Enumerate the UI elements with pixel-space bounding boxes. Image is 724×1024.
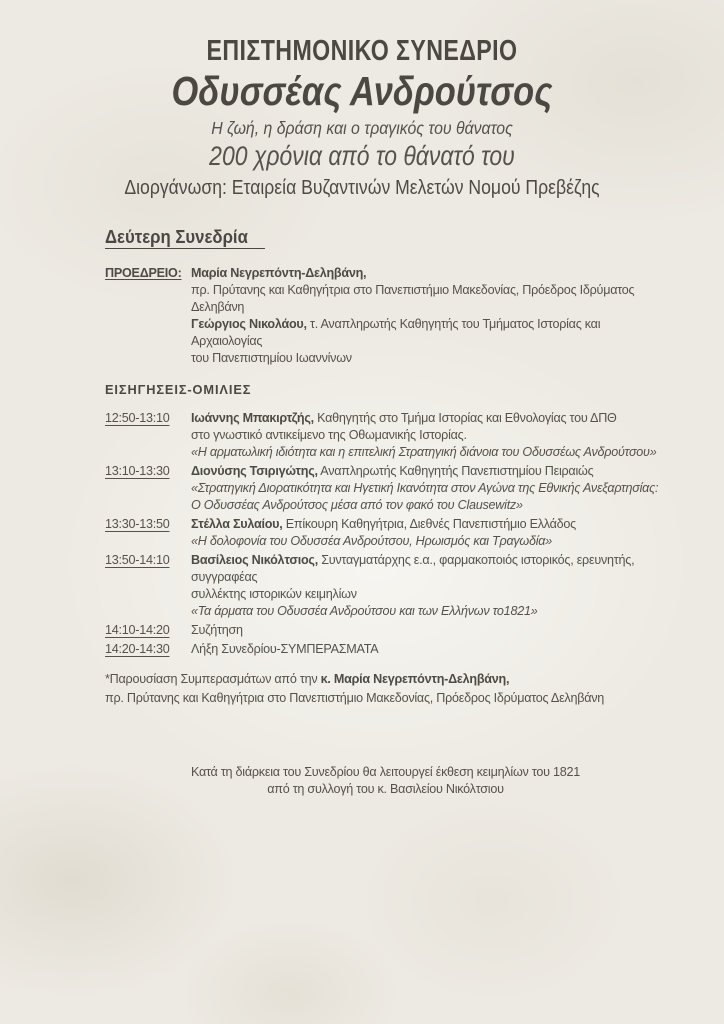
chair-description xyxy=(105,350,666,367)
entry-title: Συζήτηση xyxy=(191,623,243,637)
poster-subtitle: Η ζωή, η δράση και ο τραγικός του θάνατος xyxy=(211,118,513,138)
session-heading: Δεύτερη Συνεδρία xyxy=(105,229,265,249)
schedule-entry xyxy=(105,552,666,620)
schedule-entry xyxy=(105,463,666,514)
entry-time: 14:10-14:20 xyxy=(105,623,170,637)
chair-name: Γεώργιος Νικολάου, xyxy=(191,317,307,331)
chair-name: Μαρία Νεγρεπόντη-Δεληβάνη, xyxy=(191,266,367,280)
exhibition-note xyxy=(105,764,666,797)
footnote-presenter-name: κ. Μαρία Νεγρεπόντη-Δεληβάνη, xyxy=(320,672,510,686)
entry-title: Λήξη Συνεδρίου-ΣΥΜΠΕΡΑΣΜΑΤΑ xyxy=(191,642,379,656)
entry-main-line xyxy=(191,410,666,427)
talk-title-quote: «Η αρματωλική ιδιότητα και η επιτελική Στρατηγική διάνοια του Οδυσσέως Ανδρούτσου» xyxy=(191,445,657,459)
program-content xyxy=(105,201,666,797)
entry-main-line xyxy=(191,463,666,480)
conclusions-footnote xyxy=(105,670,666,708)
speaker-affiliation: Συνταγματάρχης ε.α., φαρμακοποιός ιστορικός, ερευνητής, συγγραφέας xyxy=(191,553,635,584)
chair-description-text: πρ. Πρύτανης και Καθηγήτρια στο Πανεπιστήμιο Μακεδονίας, Πρόεδρος Ιδρύματος Δεληβάνη xyxy=(191,283,635,314)
chairs-block xyxy=(105,265,666,367)
entry-time: 14:20-14:30 xyxy=(105,642,170,656)
speaker-name: Διονύσης Τσιριγώτης, xyxy=(191,464,318,478)
entry-time: 13:10-13:30 xyxy=(105,464,170,478)
poster-title: Οδυσσέας Ανδρούτσος xyxy=(171,68,553,114)
entry-time: 13:50-14:10 xyxy=(105,553,170,567)
exhibition-line-2: από τη συλλογή του κ. Βασιλείου Νικόλτσιου xyxy=(267,781,504,796)
chair-row xyxy=(105,316,666,350)
chair-description-text: του Πανεπιστημίου Ιωαννίνων xyxy=(191,351,352,365)
footnote-prefix: *Παρουσίαση Συμπερασμάτων από την xyxy=(105,672,321,686)
talk-title-quote: Ο Οδυσσέας Ανδρούτσος μέσα από τον φακό του Clausewitz» xyxy=(191,498,523,512)
chairs-label: ΠΡΟΕΔΡΕΙΟ: xyxy=(105,266,182,280)
schedule-entry xyxy=(105,641,666,658)
schedule-entry xyxy=(105,622,666,639)
talk-title-quote: «Στρατηγική Διορατικότητα και Ηγετική Ικανότητα στον Αγώνα της Εθνικής Ανεξαρτησίας: xyxy=(191,481,659,495)
conference-type-heading: ΕΠΙΣΤΗΜΟΝΙΚΟ ΣΥΝΕΔΡΙΟ xyxy=(206,35,518,67)
chair-row xyxy=(105,265,666,282)
exhibition-line-1: Κατά τη διάρκεια του Συνεδρίου θα λειτουργεί έκθεση κειμηλίων του 1821 xyxy=(190,765,581,779)
speaker-affiliation: Αναπληρωτής Καθηγητής Πανεπιστημίου Πειραιώς xyxy=(317,464,594,478)
speaker-name: Στέλλα Συλαίου, xyxy=(191,517,283,531)
entry-main-line xyxy=(191,516,666,533)
speaker-name: Ιωάννης Μπακιρτζής, xyxy=(191,411,314,425)
talk-title-quote: «Τα άρματα του Οδυσσέα Ανδρούτσου και των Ελλήνων το1821» xyxy=(191,604,538,618)
footnote-line xyxy=(105,670,666,689)
organizer-line: Διοργάνωση: Εταιρεία Βυζαντινών Μελετών Νομού Πρεβέζης xyxy=(124,177,600,199)
speaker-name: Βασίλειος Νικόλτσιος, xyxy=(191,553,318,567)
entry-time: 13:30-13:50 xyxy=(105,517,170,531)
schedule-entry xyxy=(105,516,666,550)
chair-description xyxy=(105,282,666,316)
affiliation-continued: συλλέκτης ιστορικών κειμηλίων xyxy=(191,587,357,601)
chair-description-text: τ. Αναπληρωτής Καθηγητής του Τμήματος Ιστορίας και Αρχαιολογίας xyxy=(191,317,601,348)
footnote-line: πρ. Πρύτανης και Καθηγήτρια στο Πανεπιστήμιο Μακεδονίας, Πρόεδρος Ιδρύματος Δεληβάνη xyxy=(105,691,605,705)
speaker-affiliation: Καθηγητής στο Τμήμα Ιστορίας και Εθνολογίας του ΔΠΘ xyxy=(313,411,617,425)
talk-title-quote: «Η δολοφονία του Οδυσσέα Ανδρούτσου, Ηρωισμός και Τραγωδία» xyxy=(191,534,552,548)
schedule-list xyxy=(105,410,666,658)
talks-heading: ΕΙΣΗΓΗΣΕΙΣ-ΟΜΙΛΙΕΣ xyxy=(105,382,252,397)
entry-time: 12:50-13:10 xyxy=(105,411,170,425)
affiliation-continued: στο γνωστικό αντικείμενο της Οθωμανικής Ιστορίας. xyxy=(191,428,467,442)
entry-main-line xyxy=(191,552,666,586)
anniversary-line: 200 χρόνια από το θάνατό του xyxy=(209,141,515,171)
schedule-entry xyxy=(105,410,666,461)
speaker-affiliation: Επίκουρη Καθηγήτρια, Διεθνές Πανεπιστήμιο Ελλάδος xyxy=(282,517,577,531)
